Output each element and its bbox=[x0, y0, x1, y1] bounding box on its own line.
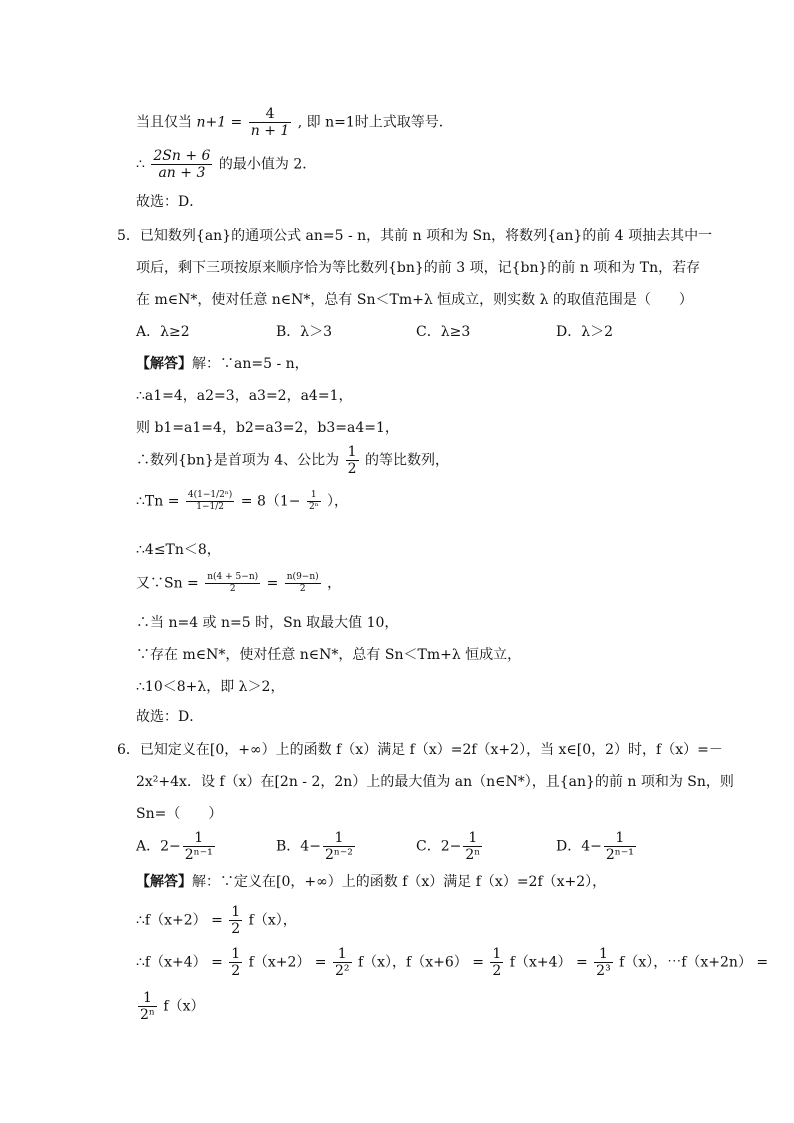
q5-solution-4: ∴数列{bn}是首项为 4、公比为 $\frac{1}{2}$ 的等比数列， bbox=[136, 444, 449, 477]
q4-answer: 故选：D． bbox=[136, 194, 204, 210]
fraction: $\frac{1}{2}$ bbox=[231, 904, 241, 937]
q6-solution-2: ∴f（x+2） = $\frac{1}{2}$ f（x）， bbox=[136, 904, 297, 937]
q5-solution-2: ∴a1=4，a2=3，a3=2，a4=1， bbox=[136, 388, 353, 404]
q5-option-d: D．λ＞2 bbox=[556, 324, 614, 340]
q5-solution-1: 【解答】解：∵an=5 - n， bbox=[136, 356, 309, 372]
q5-option-b: B．λ＞3 bbox=[276, 324, 333, 340]
fraction: $\frac{\text{4(1−1/2ⁿ)}}{1-1/2}$ bbox=[187, 490, 233, 512]
fraction: $\frac{1}{\text{2ⁿ⁻¹}}$ bbox=[605, 830, 634, 863]
q5-stem-2: 项后，剩下三项按原来顺序恰为等比数列{bn}的前 3 项，记{bn}的前 n 项和为 Tn，若存 bbox=[136, 260, 701, 276]
fraction: $\frac{1}{\text{2²}}$ bbox=[335, 946, 350, 979]
fraction: $\frac{1}{2}$ bbox=[231, 946, 241, 979]
fraction: $\frac{1}{2}$ bbox=[347, 444, 357, 477]
q6-stem-2: 2x²+4x．设 f（x）在[2n - 2，2n）上的最大值为 an（n∈N*），且{an}的前 n 项和为 Sn，则 bbox=[136, 774, 734, 790]
answer-tag: 【解答】 bbox=[136, 356, 192, 372]
fraction: $\frac{4}{n + 1}$ bbox=[250, 106, 290, 139]
q5-options bbox=[136, 322, 696, 342]
q5-solution-3: 则 b1=a1=4，b2=a3=2，b3=a4=1， bbox=[136, 420, 399, 436]
q5-solution-10: ∴10＜8+λ，即 λ＞2， bbox=[136, 679, 285, 695]
q6-option-d: D．4− $\frac{1}{\text{2ⁿ⁻¹}}$ bbox=[556, 830, 634, 863]
fraction: $\frac{1}{2}$ bbox=[492, 946, 502, 979]
q6-option-c: C．2− $\frac{1}{\text{2ⁿ}}$ bbox=[416, 830, 481, 863]
q5-option-c: C．λ≥3 bbox=[416, 324, 471, 340]
fraction: $\frac{1}{\text{2ⁿ⁻²}}$ bbox=[324, 830, 353, 863]
q5-option-a: A．λ≥2 bbox=[136, 324, 190, 340]
q5-solution-5: ∴Tn = $\frac{\text{4(1−1/2ⁿ)}}{1-1/2}$ = 8（1− $\frac{1}{\text{2ⁿ}}$ ）， bbox=[136, 490, 349, 512]
q5-stem-1: 5．已知数列{an}的通项公式 an=5 - n，其前 n 项和为 Sn，将数列{an}的前 4 项抽去其中一 bbox=[117, 228, 713, 244]
q6-stem-1: 6．已知定义在[0，+∞）上的函数 f（x）满足 f（x）=2f（x+2），当 x∈[0，2）时，f（x）=－ bbox=[117, 742, 723, 758]
fraction: $\frac{n(4 + 5-n)}{2}$ bbox=[207, 572, 259, 594]
fraction: $\frac{2Sn + 6}{an + 3}$ bbox=[153, 148, 211, 181]
q4-line-1: 当且仅当 n+1 = $\frac{4}{n + 1}$ , 即 n=1时上式取等号． bbox=[136, 106, 453, 139]
fraction: $\frac{1}{\text{2ⁿ}}$ bbox=[140, 990, 155, 1023]
q5-answer: 故选：D． bbox=[136, 709, 204, 725]
fraction: $\frac{1}{\text{2ⁿ}}$ bbox=[308, 490, 319, 512]
q5-solution-7: 又∵Sn = $\frac{n(4 + 5-n)}{2}$ = $\frac{n(9-n)}{2}$ ， bbox=[136, 572, 342, 594]
fraction: $\frac{1}{\text{2ⁿ⁻¹}}$ bbox=[184, 830, 213, 863]
q5-solution-8: ∴当 n=4 或 n=5 时，Sn 取最大值 10， bbox=[136, 615, 399, 631]
fraction: $\frac{1}{\text{2ⁿ}}$ bbox=[465, 830, 481, 863]
q6-solution-4: $\frac{1}{\text{2ⁿ}}$ f（x） bbox=[140, 990, 205, 1023]
q6-option-b: B．4− $\frac{1}{\text{2ⁿ⁻²}}$ bbox=[276, 830, 353, 863]
q5-solution-9: ∵存在 m∈N*，使对任意 n∈N*，总有 Sn＜Tm+λ 恒成立， bbox=[136, 647, 522, 663]
answer-tag: 【解答】 bbox=[136, 874, 192, 890]
q4-line-2: ∴ $\frac{2Sn + 6}{an + 3}$ 的最小值为 2． bbox=[136, 148, 317, 181]
q6-options bbox=[136, 830, 696, 863]
q6-solution-3: ∴f（x+4） = $\frac{1}{2}$ f（x+2） = $\frac{1}{\text{2²}}$ f（x），f（x+6） = $\frac{1}{2}$ f（x+4） = $\frac{1}{\text{2³}}$ f（x），⋯f（x+2n） = bbox=[136, 946, 769, 979]
q6-option-a: A．2− $\frac{1}{\text{2ⁿ⁻¹}}$ bbox=[136, 830, 213, 863]
fraction: $\frac{n(9-n)}{2}$ bbox=[286, 572, 319, 594]
q6-solution-1: 【解答】解：∵定义在[0，+∞）上的函数 f（x）满足 f（x）=2f（x+2）， bbox=[136, 874, 607, 890]
fraction: $\frac{1}{\text{2³}}$ bbox=[596, 946, 611, 979]
q6-stem-3: Sn=（ ） bbox=[136, 806, 223, 822]
q5-solution-6: ∴4≤Tn＜8， bbox=[136, 542, 221, 558]
q5-stem-3: 在 m∈N*，使对任意 n∈N*，总有 Sn＜Tm+λ 恒成立，则实数 λ 的取值范围是（ ） bbox=[136, 292, 693, 308]
